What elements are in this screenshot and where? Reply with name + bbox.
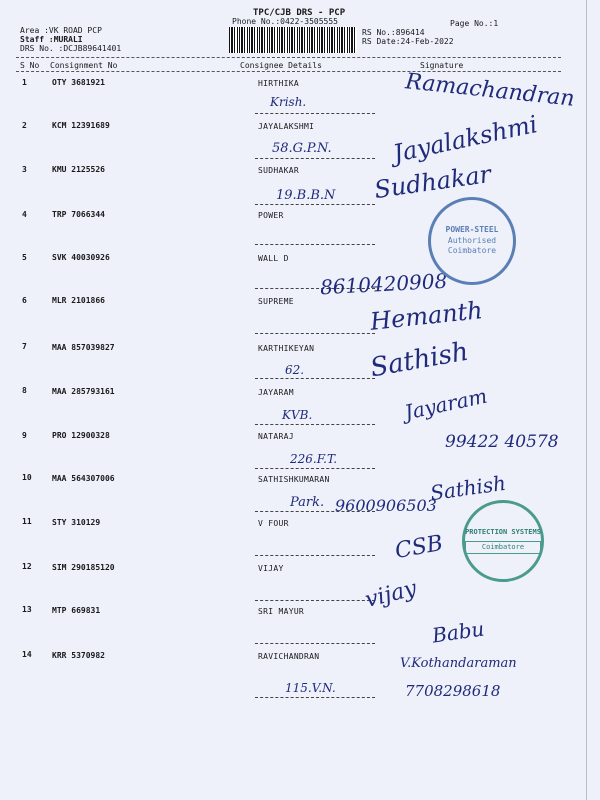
sheet-title: TPC/CJB DRS - PCP <box>253 8 346 18</box>
signature-1: Ramachandran <box>404 69 576 112</box>
row-consignee: SUPREME <box>258 297 294 306</box>
row-consignment: MAA 857039827 <box>52 343 115 352</box>
row-sno: 7 <box>22 342 27 351</box>
row-separator <box>255 378 375 379</box>
row-separator <box>255 424 375 425</box>
signature-10: Sathish <box>428 470 508 506</box>
col-consignee: Consignee Details <box>240 61 322 70</box>
row-consignee: WALL D <box>258 254 289 263</box>
row-consignment: MTP 669831 <box>52 606 101 615</box>
header-rule-bottom <box>16 71 561 72</box>
power-steel-stamp <box>428 197 516 285</box>
row-sno: 14 <box>22 650 32 659</box>
row-consignee: SATHISHKUMARAN <box>258 475 330 484</box>
col-signature: Signature <box>420 61 464 70</box>
stamp-bottom-text: Coimbatore <box>447 246 497 256</box>
row-address-note: 226.F.T. <box>290 452 338 466</box>
row-consignment: MAA 564307006 <box>52 474 115 483</box>
row-separator <box>255 600 375 601</box>
page-edge-line <box>586 0 587 800</box>
signature-8: Jayaram <box>402 383 490 425</box>
signature-14: V.Kothandaraman <box>400 656 517 671</box>
signature-9: 99422 40578 <box>445 432 559 452</box>
row-separator <box>255 244 375 245</box>
row-address-note: 115.V.N. <box>285 681 336 695</box>
row-sno: 11 <box>22 517 32 526</box>
signature-6: Hemanth <box>368 296 484 336</box>
row-address-note: 19.B.B.N <box>276 188 336 203</box>
row-sno: 6 <box>22 296 27 305</box>
row-address-note: Krish. <box>270 95 307 109</box>
row-separator <box>255 643 375 644</box>
staff-label: Staff :MURALI <box>20 35 83 44</box>
row-sno: 4 <box>22 210 27 219</box>
row-separator <box>255 204 375 205</box>
row-consignment: SVK 40030926 <box>52 253 110 262</box>
col-consignment: Consignment No <box>50 61 118 70</box>
signature-7: Sathish <box>368 336 471 384</box>
row-separator <box>255 555 375 556</box>
stamp-center-text: Authorised <box>447 235 497 245</box>
row-consignee: SUDHAKAR <box>258 166 299 175</box>
row-separator <box>255 333 375 334</box>
row-consignment: TRP 7066344 <box>52 210 105 219</box>
row-consignment: MAA 285793161 <box>52 387 115 396</box>
row-consignment: MLR 2101866 <box>52 296 105 305</box>
row-consignee: V FOUR <box>258 519 289 528</box>
row-separator <box>255 468 375 469</box>
area-label: Area :VK ROAD PCP <box>20 26 102 35</box>
row-separator <box>255 158 375 159</box>
signature-2: Jayalakshmi <box>390 110 540 168</box>
page-number: Page No.:1 <box>450 19 499 28</box>
signature-11: CSB <box>393 531 445 564</box>
row-address-note: KVB. <box>282 408 313 422</box>
rs-number: RS No.:896414 <box>362 28 425 37</box>
row-consignee: NATARAJ <box>258 432 294 441</box>
signature-10-phone: 9600906503 <box>335 496 437 515</box>
stamp-center-text: Coimbatore <box>465 541 541 554</box>
drs-number: DRS No. :DCJB89641401 <box>20 44 122 53</box>
row-consignee: RAVICHANDRAN <box>258 652 320 661</box>
stamp-top-text: PROTECTION SYSTEMS <box>465 528 541 537</box>
signature-13: Babu <box>430 616 486 648</box>
row-address-note: Park. <box>290 495 325 510</box>
row-sno: 2 <box>22 121 27 130</box>
signature-3: Sudhakar <box>372 159 493 205</box>
signature-14-phone: 7708298618 <box>405 682 501 700</box>
row-consignment: STY 310129 <box>52 518 101 527</box>
row-sno: 10 <box>22 473 32 482</box>
row-sno: 12 <box>22 562 32 571</box>
row-sno: 9 <box>22 431 27 440</box>
row-consignment: KMU 2125526 <box>52 165 105 174</box>
row-consignee: JAYARAM <box>258 388 294 397</box>
signature-12: vijay <box>362 576 420 613</box>
header-rule-top <box>16 57 561 58</box>
row-consignee: SRI MAYUR <box>258 607 305 616</box>
row-consignee: KARTHIKEYAN <box>258 344 315 353</box>
row-consignee: VIJAY <box>258 564 284 573</box>
protection-systems-stamp <box>462 500 544 582</box>
row-separator <box>255 113 375 114</box>
row-consignment: KRR 5370982 <box>52 651 105 660</box>
row-consignee: POWER <box>258 211 284 220</box>
row-sno: 13 <box>22 605 32 614</box>
row-sno: 3 <box>22 165 27 174</box>
signature-5: 8610420908 <box>319 268 448 300</box>
row-consignment: PRO 12900328 <box>52 431 110 440</box>
row-consignment: KCM 12391689 <box>52 121 110 130</box>
row-consignment: OTY 3681921 <box>52 78 105 87</box>
row-consignee: HIRTHIKA <box>258 79 299 88</box>
phone-number: Phone No.:0422-3505555 <box>232 17 338 26</box>
row-consignee: JAYALAKSHMI <box>258 122 315 131</box>
stamp-top-text: POWER-STEEL <box>445 225 499 235</box>
barcode <box>229 27 357 53</box>
col-sno: S No <box>20 61 40 70</box>
row-consignment: SIM 290185120 <box>52 563 115 572</box>
row-separator <box>255 697 375 698</box>
row-address-note: 62. <box>285 363 305 377</box>
row-sno: 8 <box>22 386 27 395</box>
row-sno: 5 <box>22 253 27 262</box>
rs-date: RS Date:24-Feb-2022 <box>362 37 454 46</box>
row-sno: 1 <box>22 78 27 87</box>
row-address-note: 58.G.P.N. <box>272 141 332 156</box>
